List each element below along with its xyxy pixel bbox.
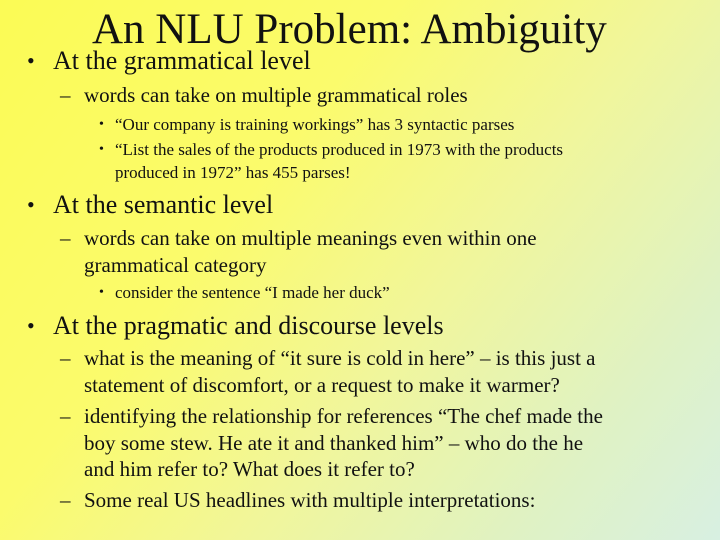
point-multiple-meanings-line-2: grammatical category [84,253,267,277]
point-grammatical-roles: words can take on multiple grammatical roles [84,83,468,107]
section-heading-semantic: At the semantic level [53,190,274,219]
dash-icon: – [60,488,71,512]
subpoint-sales-example-line-2: produced in 1972” has 455 parses! [115,163,351,182]
section-heading-pragmatic: At the pragmatic and discourse levels [53,311,444,340]
point-references-line-2: boy some stew. He ate it and thanked him” – who do the he [84,431,584,455]
point-references-line-1: identifying the relationship for references “The chef made the [84,404,603,428]
bullet-icon: • [99,117,104,132]
bullet-icon: • [99,285,104,300]
bullet-icon: • [27,313,35,338]
point-cold-in-here-line-2: statement of discomfort, or a request to make it warmer? [84,373,560,397]
section-heading-grammatical: At the grammatical level [53,46,311,75]
bullet-icon: • [99,142,104,157]
dash-icon: – [60,83,71,107]
subpoint-sales-example-line-1: “List the sales of the products produced in 1973 with the products [115,140,564,159]
point-cold-in-here-line-1: what is the meaning of “it sure is cold in here” – is this just a [84,346,596,370]
slide-title: An NLU Problem: Ambiguity [92,6,607,53]
bullet-icon: • [27,192,35,217]
subpoint-duck-example: consider the sentence “I made her duck” [115,283,390,302]
point-headlines: Some real US headlines with multiple interpretations: [84,488,536,512]
dash-icon: – [60,226,71,250]
point-references-line-3: and him refer to? What does it refer to? [84,457,415,481]
dash-icon: – [60,346,71,370]
dash-icon: – [60,404,71,428]
bullet-icon: • [27,48,35,73]
subpoint-company-example: “Our company is training workings” has 3 syntactic parses [115,115,515,134]
point-multiple-meanings-line-1: words can take on multiple meanings even within one [84,226,537,250]
